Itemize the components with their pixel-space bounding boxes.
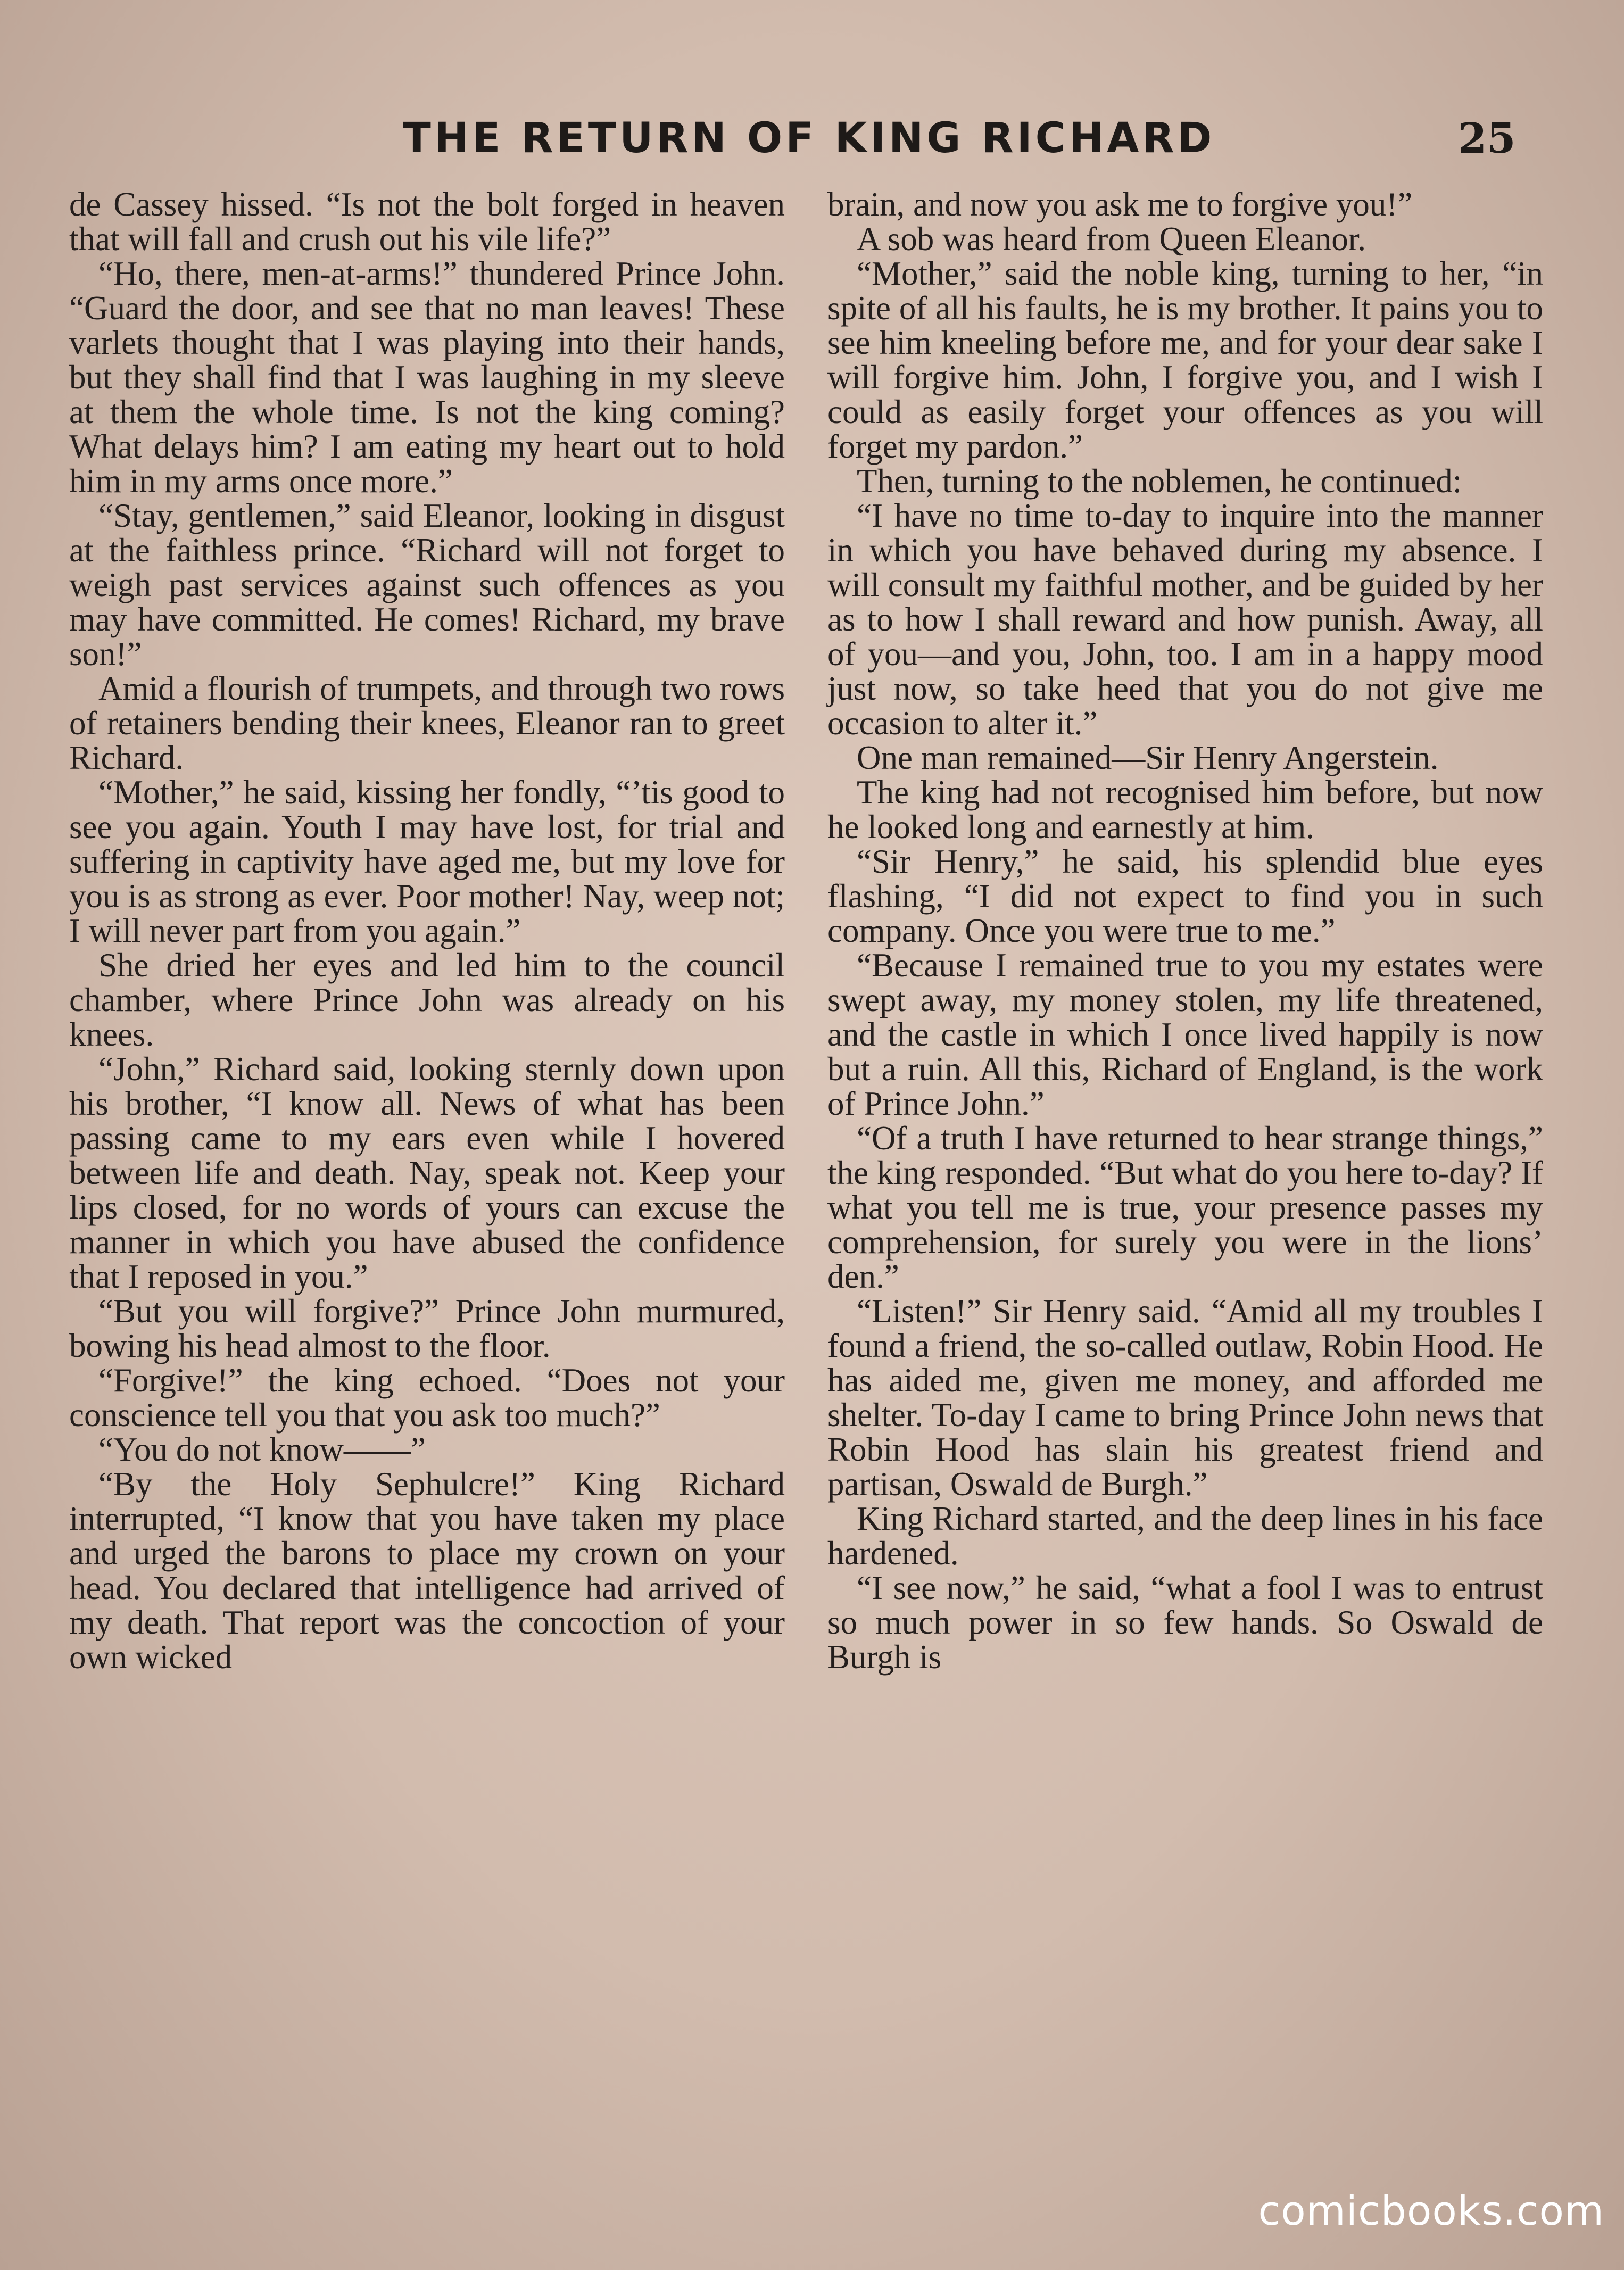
paragraph: The king had not recognised him before, but now he looked long and earnestly at him. xyxy=(827,774,1543,846)
paragraph: She dried her eyes and led him to the council chamber, where Prince John was already on his knees. xyxy=(69,947,785,1053)
paragraph: “I have no time to-day to inquire into the manner in which you have behaved during my absence. I will consult my faithful mother, and be guided by her as to how I shall reward and how punish. Away, all of you—and you, John, too. I am in a happy mood just now, so take heed that you do not give me occasion to alter it.” xyxy=(827,497,1543,742)
paragraph: One man remained—Sir Henry Angerstein. xyxy=(857,739,1439,776)
paragraph: “Of a truth I have returned to hear strange things,” the king responded. “But what do you here to-day? If what you tell me is true, your presence passes my comprehension, for surely you were in the lions’ den.” xyxy=(827,1120,1543,1295)
paragraph: A sob was heard from Queen Eleanor. xyxy=(857,220,1366,258)
paragraph: “I see now,” he said, “what a fool I was to entrust so much power in so few hands. So Oswald de Burgh is xyxy=(827,1569,1543,1676)
paragraph: “Stay, gentlemen,” said Eleanor, looking in disgust at the faithless prince. “Richard will not forget to weigh past services against such offences as you may have committed. He comes! Richard, my brave son!” xyxy=(69,497,785,673)
running-title: THE RETURN OF KING RICHARD xyxy=(402,114,1215,162)
paragraph: de Cassey hissed. “Is not the bolt forged in heaven that will fall and crush out his vile life?” xyxy=(69,186,785,258)
paragraph: brain, and now you ask me to forgive you!” xyxy=(827,186,1413,223)
paragraph: “You do not know——” xyxy=(98,1431,426,1468)
right-column xyxy=(827,187,1543,1675)
paragraph: “Mother,” he said, kissing her fondly, “’tis good to see you again. Youth I may have lost, for trial and suffering in captivity have aged me, but my love for you is as strong as ever. Poor mother! Nay, weep not; I will never part from you again.” xyxy=(69,774,785,949)
paragraph: “Forgive!” the king echoed. “Does not your conscience tell you that you ask too much?” xyxy=(69,1362,785,1434)
watermark: comicbooks.com xyxy=(1258,2187,1604,2234)
left-column xyxy=(69,187,785,1675)
page-number: 25 xyxy=(1458,114,1516,163)
paragraph: Amid a flourish of trumpets, and through two rows of retainers bending their knees, Eleanor ran to greet Richard. xyxy=(69,670,785,776)
paragraph: “Mother,” said the noble king, turning to her, “in spite of all his faults, he is my brother. It pains you to see him kneeling before me, and for your dear sake I will forgive him. John, I forgive you, and I wish I could as easily forget your offences as you will forget my pardon.” xyxy=(827,255,1543,465)
paragraph: Then, turning to the noblemen, he continued: xyxy=(857,462,1462,500)
paragraph: “By the Holy Sephulcre!” King Richard interrupted, “I know that you have taken my place and urged the barons to place my crown on your head. You declared that intelligence had arrived of my death. That report was the concoction of your own wicked xyxy=(69,1465,785,1676)
paragraph: “Ho, there, men-at-arms!” thundered Prince John. “Guard the door, and see that no man leaves! These varlets thought that I was playing into their hands, but they shall find that I was laughing in my sleeve at them the whole time. Is not the king coming? What delays him? I am eating my heart out to hold him in my arms once more.” xyxy=(69,255,785,500)
paragraph: King Richard started, and the deep lines in his face hardened. xyxy=(827,1500,1543,1572)
page-header xyxy=(0,114,1624,173)
paragraph: “John,” Richard said, looking sternly down upon his brother, “I know all. News of what has been passing came to my ears even while I hovered between life and death. Nay, speak not. Keep your lips closed, for no words of yours can excuse the manner in which you have abused the confidence that I reposed in you.” xyxy=(69,1050,785,1295)
paragraph: “Listen!” Sir Henry said. “Amid all my troubles I found a friend, the so-called outlaw, Robin Hood. He has aided me, given me money, and afforded me shelter. To-day I came to bring Prince John news that Robin Hood has slain his greatest friend and partisan, Oswald de Burgh.” xyxy=(827,1293,1543,1503)
paragraph: “But you will forgive?” Prince John murmured, bowing his head almost to the floor. xyxy=(69,1293,785,1364)
paragraph: “Because I remained true to you my estates were swept away, my money stolen, my life threatened, and the castle in which I once lived happily is now but a ruin. All this, Richard of England, is the work of Prince John.” xyxy=(827,947,1543,1122)
paragraph: “Sir Henry,” he said, his splendid blue eyes flashing, “I did not expect to find you in such company. Once you were true to me.” xyxy=(827,843,1543,949)
